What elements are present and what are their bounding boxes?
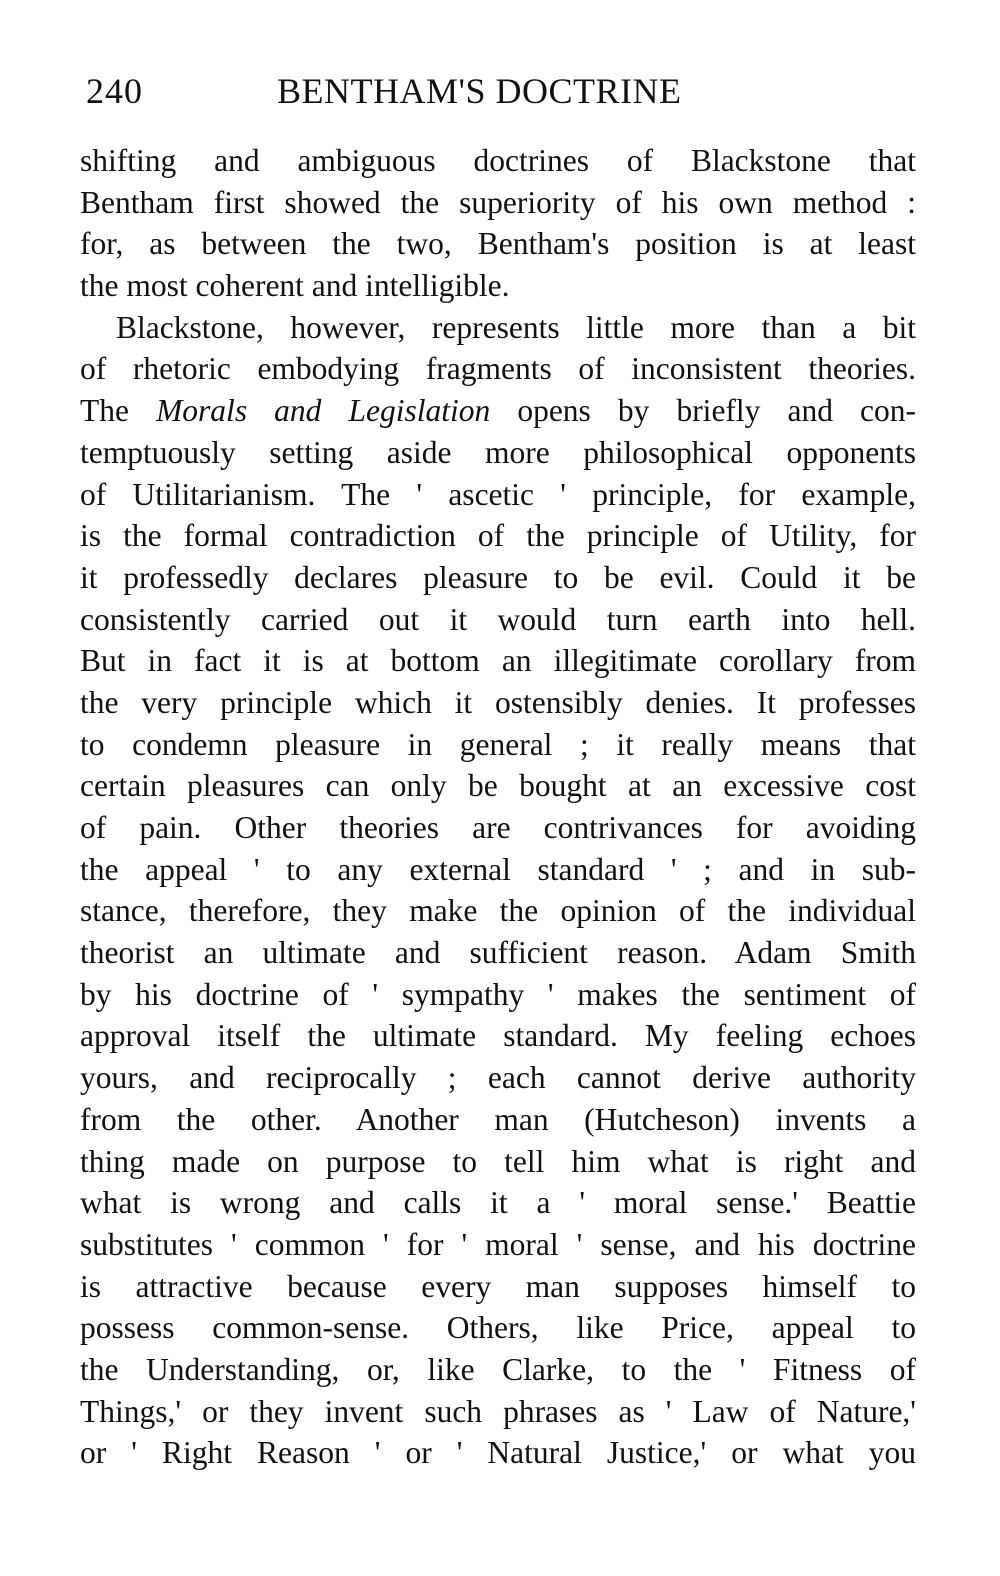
text-line: thing made on purpose to tell him what is right and bbox=[80, 1143, 916, 1179]
text-line: the most coherent and intelligible. bbox=[80, 268, 510, 304]
text-line: shifting and ambiguous doctrines of Blackstone that bbox=[80, 143, 916, 178]
text-line: by his doctrine of ' sympathy ' makes the sentiment of bbox=[80, 976, 916, 1012]
text-line: But in fact it is at bottom an illegitimate corollary from bbox=[80, 643, 916, 679]
text-line: of rhetoric embodying fragments of inconsistent theories. bbox=[80, 351, 916, 387]
text-line: the appeal ' to any external standard ' ; and in sub- bbox=[80, 851, 916, 887]
text-line: it professedly declares pleasure to be evil. Could it be bbox=[80, 559, 916, 595]
text-line: stance, therefore, they make the opinion of the individual bbox=[80, 893, 916, 929]
text-line: approval itself the ultimate standard. My feeling echoes bbox=[80, 1018, 916, 1054]
text-line-with-title bbox=[80, 390, 916, 432]
text-line: certain pleasures can only be bought at an excessive cost bbox=[80, 768, 916, 804]
line-prefix: The bbox=[80, 393, 129, 429]
text-line: of pain. Other theories are contrivances for avoiding bbox=[80, 810, 916, 845]
text-line: theorist an ultimate and sufficient reason. Adam Smith bbox=[80, 935, 916, 971]
text-line: for, as between the two, Bentham's position is at least bbox=[80, 226, 916, 262]
text-line: consistently carried out it would turn earth into hell. bbox=[80, 601, 916, 637]
text-line: the very principle which it ostensibly denies. It professes bbox=[80, 684, 916, 720]
text-line: Things,' or they invent such phrases as ' Law of Nature,' bbox=[80, 1393, 916, 1429]
text-line: substitutes ' common ' for ' moral ' sense, and his doctrine bbox=[80, 1226, 916, 1262]
book-title-italic: Morals and Legislation bbox=[156, 393, 491, 429]
text-line: what is wrong and calls it a ' moral sense.' Beattie bbox=[80, 1185, 916, 1221]
text-line: Blackstone, however, represents little more than a bit bbox=[116, 309, 916, 345]
text-line: temptuously setting aside more philosophical opponents bbox=[80, 434, 916, 470]
paragraph-1 bbox=[80, 140, 916, 307]
page-number: 240 bbox=[86, 71, 143, 111]
line-remainder: opens by briefly and con- bbox=[517, 393, 917, 429]
text-line: yours, and reciprocally ; each cannot derive authority bbox=[80, 1060, 916, 1096]
text-line: is attractive because every man supposes himself to bbox=[80, 1268, 916, 1304]
text-line: is the formal contradiction of the principle of Utility, for bbox=[80, 518, 916, 554]
paragraph-2 bbox=[80, 307, 916, 1474]
text-line: Bentham first showed the superiority of his own method : bbox=[80, 184, 916, 220]
text-line: the Understanding, or, like Clarke, to the ' Fitness of bbox=[80, 1351, 916, 1387]
body-text bbox=[80, 140, 916, 1474]
text-line: possess common-sense. Others, like Price, appeal to bbox=[80, 1310, 916, 1346]
text-line: from the other. Another man (Hutcheson) invents a bbox=[80, 1101, 916, 1137]
text-line: of Utilitarianism. The ' ascetic ' principle, for example, bbox=[80, 476, 916, 512]
text-line: or ' Right Reason ' or ' Natural Justice,' or what you bbox=[80, 1435, 916, 1471]
text-line: to condemn pleasure in general ; it really means that bbox=[80, 726, 916, 762]
running-head-title: BENTHAM'S DOCTRINE bbox=[277, 71, 682, 111]
